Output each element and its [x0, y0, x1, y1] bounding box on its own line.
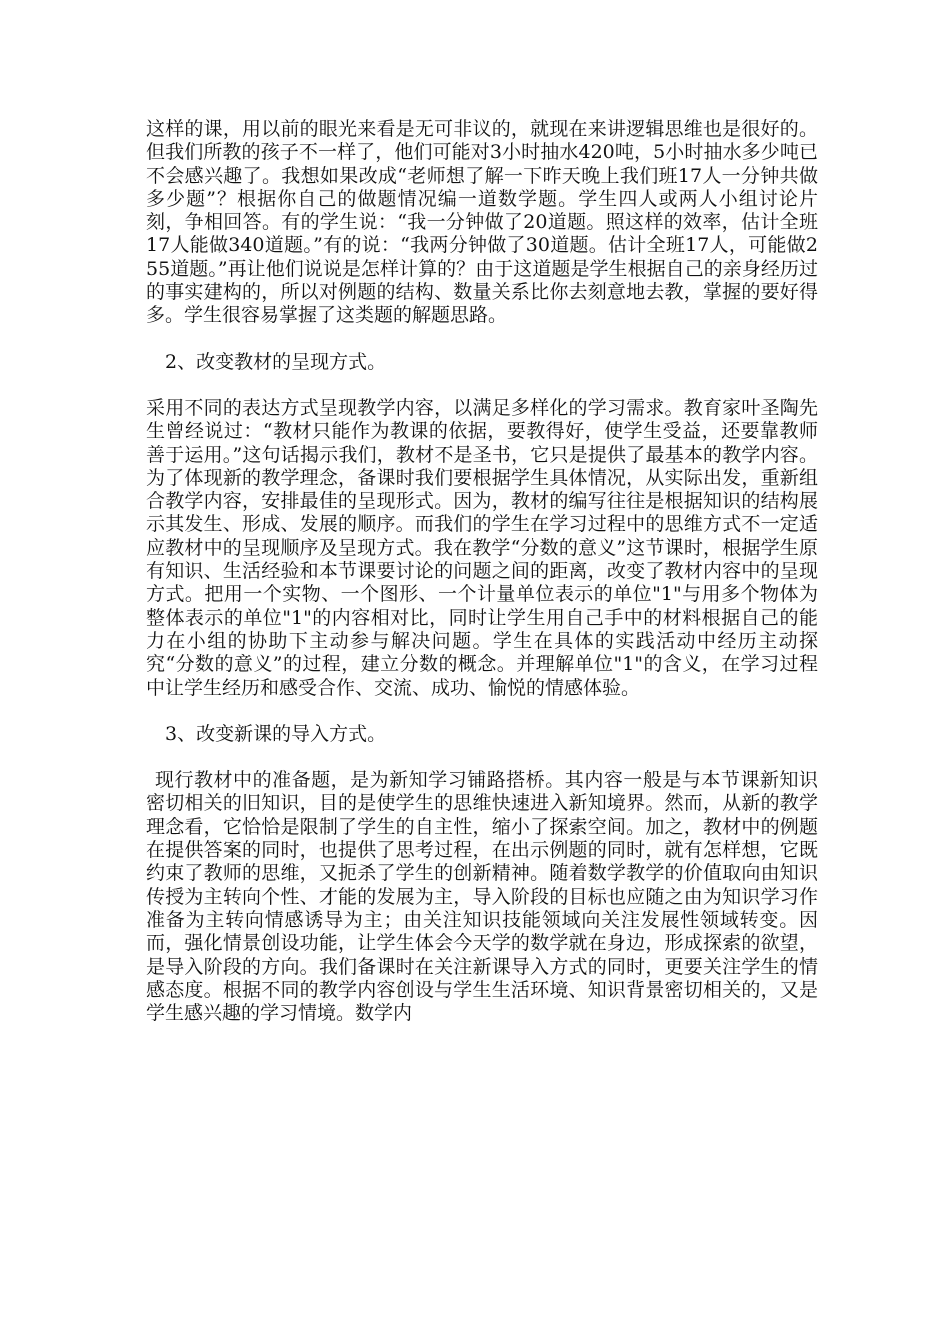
paragraph-example-lesson: 这样的课，用以前的眼光来看是无可非议的，就现在来讲逻辑思维也是很好的。但我们所教的孩子不一样了，他们可能对3小时抽水420吨，5小时抽水多少吨已不会感兴趣了。我想如果改成“老师想了解一下昨天晚上我们班17人一分钟共做多少题”？根据你自己的做题情况编一道数学题。学生四人或两人小组讨论片刻，争相回答。有的学生说：“我一分钟做了20道题。照这样的效率，估计全班17人能做340道题。”有的说：“我两分钟做了30道题。估计全班17人，可能做255道题。”再让他们说说是怎样计算的？由于这道题是学生根据自己的亲身经历过的事实建构的，所以对例题的结构、数量关系比你去刻意地去教，掌握的要好得多。学生很容易掌握了这类题的解题思路。 — [146, 118, 818, 327]
document-body — [146, 118, 818, 1025]
section-heading-2: 2、改变教材的呈现方式。 — [165, 350, 387, 373]
paragraph-gap — [146, 700, 818, 723]
section-heading-3: 3、改变新课的导入方式。 — [165, 722, 387, 745]
paragraph-gap — [146, 746, 818, 769]
paragraph-textbook-presentation: 采用不同的表达方式呈现教学内容，以满足多样化的学习需求。教育家叶圣陶先生曾经说过：“教材只能作为教课的依据，要教得好，使学生受益，还要靠教师善于运用。”这句话揭示我们，教材不是圣书，它只是提供了最基本的教学内容。为了体现新的教学理念，备课时我们要根据学生具体情况，从实际出发，重新组合教学内容，安排最佳的呈现形式。因为，教材的编写往往是根据知识的结构展示其发生、形成、发展的顺序。而我们的学生在学习过程中的思维方式不一定适应教材中的呈现顺序及呈现方式。我在教学“分数的意义”这节课时，根据学生原有知识、生活经验和本节课要讨论的问题之间的距离，改变了教材内容中的呈现方式。把用一个实物、一个图形、一个计量单位表示的单位"1"与用多个物体为整体表示的单位"1"的内容相对比，同时让学生用自己手中的材料根据自己的能力在小组的协助下主动参与解决问题。学生在具体的实践活动中经历主动探究“分数的意义”的过程，建立分数的概念。并理解单位"1"的含义，在学习过程中让学生经历和感受合作、交流、成功、愉悦的情感体验。 — [146, 396, 818, 699]
paragraph-gap — [146, 328, 818, 351]
paragraph-lesson-introduction: 现行教材中的准备题，是为新知学习铺路搭桥。其内容一般是与本节课新知识密切相关的旧知识，目的是使学生的思维快速进入新知境界。然而，从新的教学理念看，它恰恰是限制了学生的自主性，缩小了探索空间。加之，教材中的例题在提供答案的同时，也提供了思考过程，在出示例题的同时，就有怎样想，它既约束了教师的思维，又扼杀了学生的创新精神。随着数学教学的价值取向由知识传授为主转向个性、才能的发展为主，导入阶段的目标也应随之由为知识学习作准备为主转向情感诱导为主；由关注知识技能领域向关注发展性领域转变。因而，强化情景创设功能，让学生体会今天学的数学就在身边，形成探索的欲望，是导入阶段的方向。我们备课时在关注新课导入方式的同时，更要关注学生的情感态度。根据不同的教学内容创设与学生生活环境、知识背景密切相关的，又是学生感兴趣的学习情境。数学内 — [146, 769, 818, 1025]
paragraph-gap — [146, 374, 818, 397]
